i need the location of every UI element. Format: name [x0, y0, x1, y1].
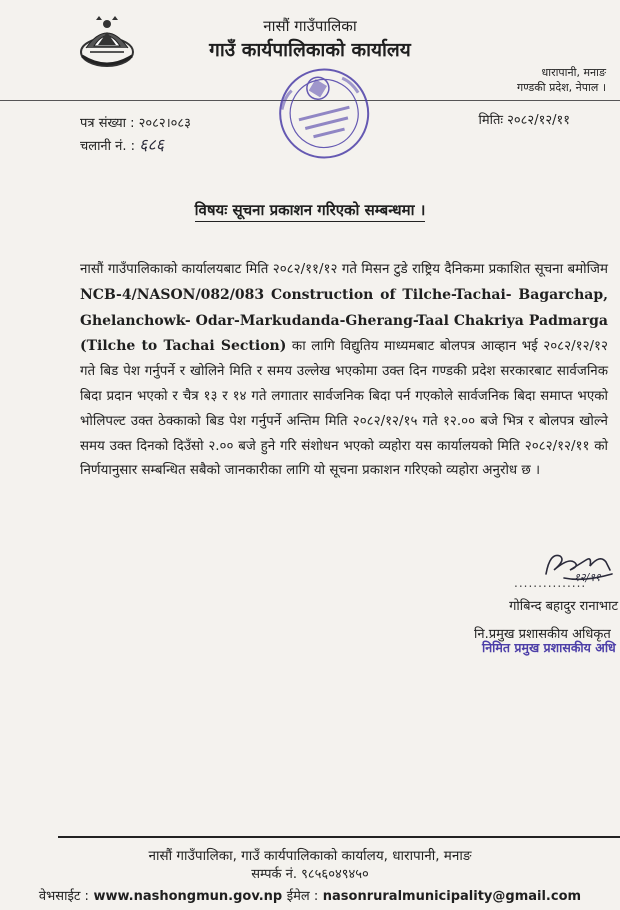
dispatch-number-label: चलानी नं. :: [80, 139, 136, 154]
subject-label: विषयः: [195, 201, 228, 222]
notice-body-part2: का लागि विद्युतिय माध्यमबाट बोलपत्र आव्हान भई २०८२/१२/१२ गते बिड पेश गर्नुपर्ने र खोलिने मिति र समय उल्लेख भएकोमा उक्त दिन गण्डकी प्रदेश सरकारबाट सार्वजनिक बिदा प्रदान भएको र चैत्र १३ र १४ गते लगातार सार्वजनिक बिदा पर्न गएकोले सार्वजनिक बिदा समाप्त भएको भोलिपल्ट उक्त ठेक्काको बिड पेश गर्नुपर्ने अन्तिम मिति २०८२/१२/१५ गते १२.०० बजे भित्र र बोलपत्र खोल्ने समय उक्त दिनको दिउँसो २.०० बजे हुने गरि संशोधन भएको व्यहोरा यस कार्यालयको मिति २०८२/१२/११ को निर्णयानुसार सम्बन्धित सबैको जानकारीका लागि यो सूचना प्रकाशन गरिएको व्यहोरा अनुरोध छ ।: [80, 339, 608, 479]
footer-contact: सम्पर्क नं. ९८५६०४९४५०: [251, 867, 369, 882]
notice-body-part1: नासौं गाउँपालिकाको कार्यालयबाट मिति २०८२/११/१२ गते मिसन टुडे राष्ट्रिय दैनिकमा प्रकाशित सूचना बमोजिम: [80, 262, 608, 277]
email-label: ईमेल :: [286, 889, 319, 904]
letter-date-value: २०८२/१२/११: [507, 113, 570, 128]
signer-name: गोबिन्द बहादुर रानाभाट: [509, 599, 618, 614]
svg-text:१२/११: १२/११: [574, 571, 601, 584]
reference-number-label: पत्र संख्या :: [80, 116, 135, 131]
office-address-line1: धारापानी, मनाङ: [541, 66, 606, 79]
signer-title: नि.प्रमुख प्रशासकीय अधिकृत: [474, 627, 611, 642]
reference-number-value: २०८२।०८३: [138, 116, 191, 131]
website-label: वेभसाईट :: [38, 889, 89, 904]
email-link[interactable]: nasonruralmunicipality@gmail.com: [322, 889, 582, 904]
office-address-line2: गण्डकी प्रदेश, नेपाल ।: [517, 81, 606, 94]
footer-web-email: [0, 886, 620, 904]
office-name-line2: गाउँ कार्यपालिकाको कार्यालय: [209, 39, 411, 61]
reference-number: [80, 113, 191, 131]
signature-dots: ...............: [514, 576, 587, 590]
footer-divider: [58, 836, 620, 838]
dispatch-number-value: ६८६: [139, 135, 165, 154]
footer-address: नासौं गाउँपालिका, गाउँ कार्यपालिकाको कार्यालय, धारापानी, मनाङ: [148, 848, 472, 864]
dispatch-number: [80, 133, 164, 155]
letter-date-label: मितिः: [478, 113, 504, 128]
office-name-line1: नासौं गाउँपालिका: [263, 17, 357, 35]
notice-body: [80, 258, 608, 484]
signer-title-stamp: निमित प्रमुख प्रशासकीय अधि: [482, 640, 616, 655]
subject-line: [0, 200, 620, 220]
subject-text: सूचना प्रकाशन गरिएको सम्बन्धमा ।: [232, 201, 425, 222]
website-link[interactable]: www.nashongmun.gov.np: [93, 889, 283, 904]
office-seal-stamp: [254, 58, 390, 168]
letter-date: [478, 110, 570, 128]
notice-project-title: NCB-4/NASON/082/083 Construction of Tilche-Tachai- Bagarchap, Ghelanchowk- Odar-Markudanda-Gherang-Taal Chakriya Padmarga (Tilche to Tachai Section): [80, 286, 608, 355]
